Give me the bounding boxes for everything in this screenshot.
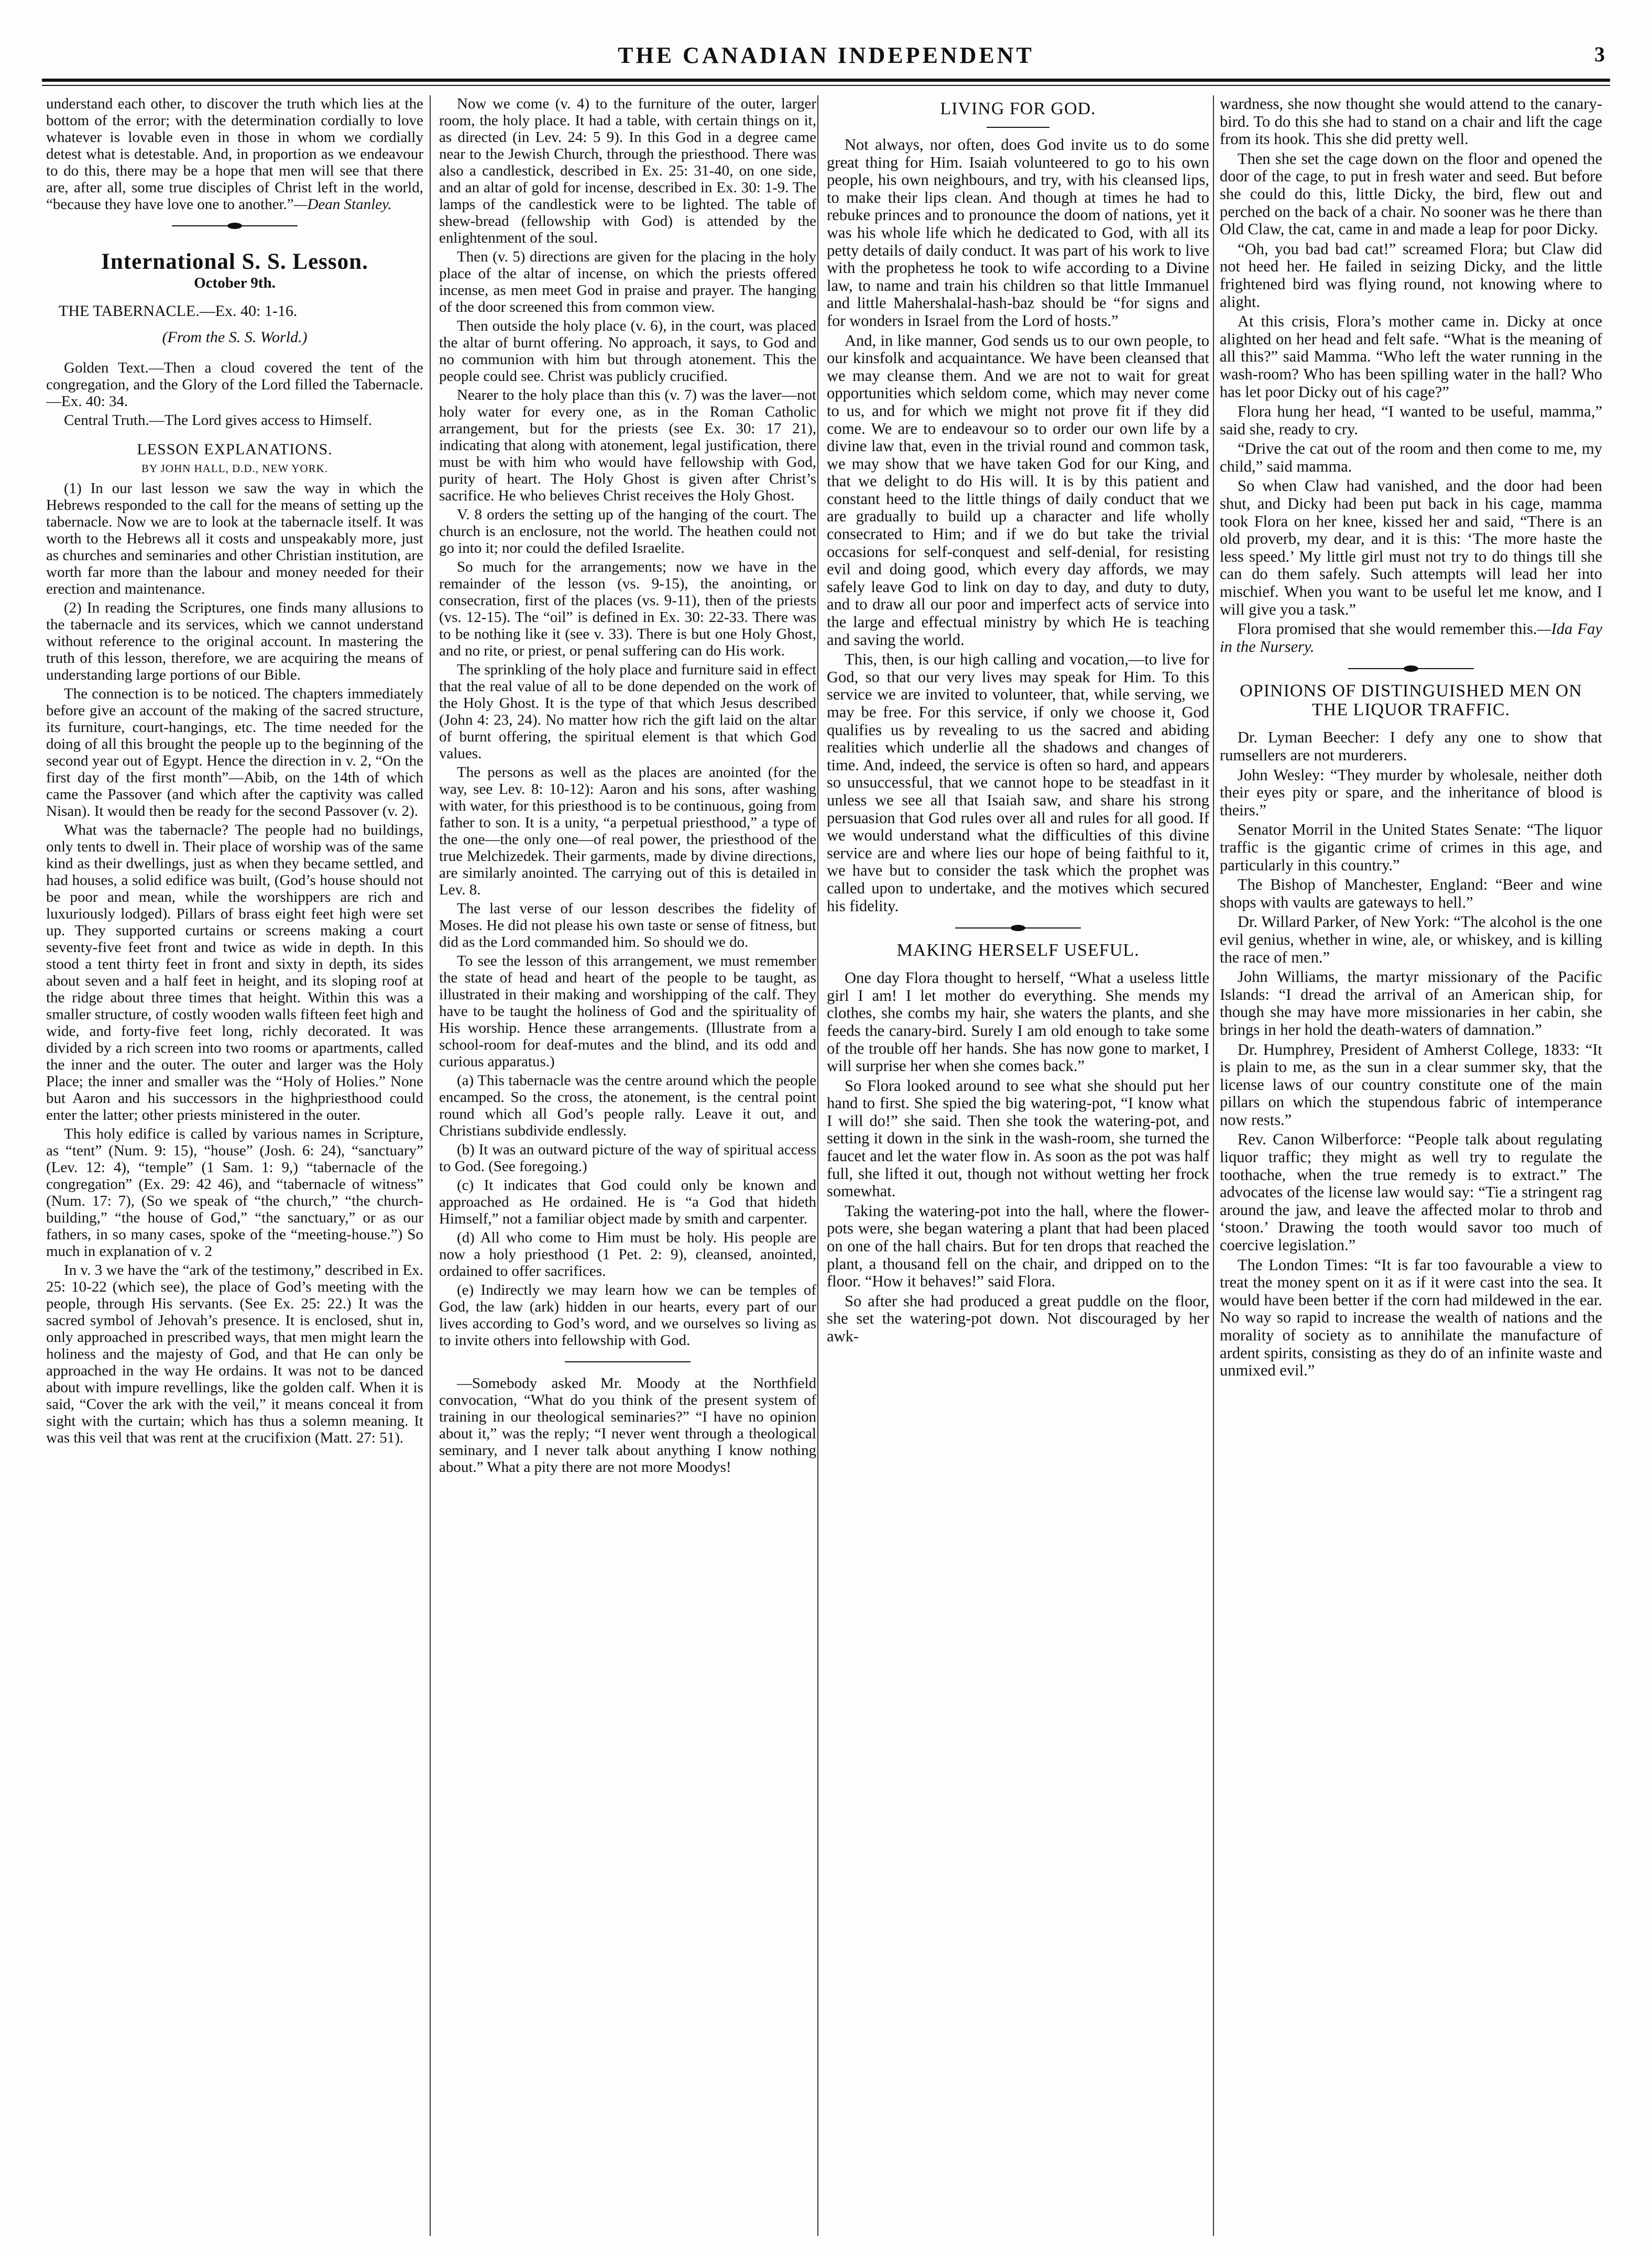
article-paragraph: This, then, is our high calling and vocation,—to live for God, so that our very lives may speak for Him. To this service we are invited to volunteer, that, while serving, we may be free. For this service, if only we choose it, God qualifies us by revealing to us the sacred and abiding realities which underlie all the shadows and changes of time. And, indeed, the service is often so hard, and appears so unsuccessful, that we cannot hope to be steadfast in it unless we see all that Isaiah saw, and share his strong persuasion that God rules over all and rules for all good. If we would understand what the difficulties of this divine service are and where lies our hope of being faithful to it, we have but to consider the task which the prophet was called upon to undertake, and the motives which secured his fidelity. (827, 650, 1209, 915)
story-paragraph: So Flora looked around to see what she should put her hand to first. She spied the big watering-pot, “I know what I will do!” she said. Then she took the watering-pot, and setting it down in the sink in the wash-room, she turned the faucet and let the water flow in. As soon as the pot was half full, she lifted it out, though not without wetting her frock somewhat. (827, 1076, 1209, 1200)
lesson-paragraph: The last verse of our lesson describes the fidelity of Moses. He did not please his own taste or sense of fitness, but did as the Lord commanded him. So should we do. (439, 900, 816, 951)
lesson-paragraph: (c) It indicates that God could only be known and approached as He ordained. He is “a God that hideth Himself,” not a familiar object made by smith and carpenter. (439, 1177, 816, 1227)
story-paragraph: At this crisis, Flora’s mother came in. Dicky at once alighted on her head and felt safe. “What is the meaning of all this?” said Mamma. “Who left the water running in the wash-room? Who has been spilling water in the hall? Who has let poor Dicky out of his cage?” (1220, 312, 1602, 401)
column-1 (46, 95, 423, 1448)
explanations-heading: LESSON EXPLANATIONS. (137, 441, 333, 458)
section-separator (1348, 668, 1474, 669)
opinion-paragraph: Dr. Humphrey, President of Amherst College, 1833: “It is plain to me, as the sun in a clear summer sky, that the license laws of our country constitute one of the main pillars on which the stupendous fabric of intemperance now rests.” (1220, 1040, 1602, 1129)
column-4 (1220, 95, 1602, 1382)
story-paragraph: “Oh, you bad bad cat!” screamed Flora; but Claw did not heed her. He failed in seizing Dicky, and the little frightened bird was flying round, not knowing where to alight. (1220, 239, 1602, 311)
lesson-paragraph: In v. 3 we have the “ark of the testimony,” described in Ex. 25: 10-22 (which see), the place of God’s meeting with the people, through His servants. (See Ex. 25: 22.) It was the sacred symbol of Jehovah’s presence. It is enclosed, shut in, only approached in prescribed ways, that men might learn the holiness and the majesty of God, and that He can only be approached in the way He ordains. It was not to be danced about with impure revellings, like the golden calf. When it is said, “Cover the ark with the veil,” it means conceal it from sight with the curtain; which has thus a solemn meaning. It was this veil that was rent at the crucifixion (Matt. 27: 51). (46, 1262, 423, 1446)
opinion-paragraph: The London Times: “It is far too favourable a view to treat the money spent on it as if it were cast into the sea. It would have been better if the corn had mildewed in the ear. No way so rapid to increase the wealth of nations and the morality of society as to annihilate the manufacture of ardent spirits, consisting as they do of an infinite waste and unmixed evil.” (1220, 1255, 1602, 1380)
lesson-paragraph: To see the lesson of this arrangement, we must remember the state of head and heart of the people to be taught, as illustrated in their making and worshipping of the calf. They have to be taught the holiness of God and the spirituality of His worship. Hence these arrangements. (Illustrate from a school-room for deaf-mutes and the blind, and its odd and curious apparatus.) (439, 953, 816, 1070)
section-separator (565, 1361, 691, 1362)
lesson-paragraph: Then (v. 5) directions are given for the placing in the holy place of the altar of incense, on which the priests offered incense, as men meet God in praise and prayer. The hanging of the door screened this from common view. (439, 248, 816, 315)
article-heading-living-for-god: LIVING FOR GOD. (940, 99, 1096, 118)
lesson-paragraph: V. 8 orders the setting up of the hanging of the court. The church is an enclosure, not the world. The heathen could not go into it; nor could the defiled Israelite. (439, 506, 816, 556)
opinion-paragraph: Rev. Canon Wilberforce: “People talk about regulating liquor traffic; they might as well try to regulate the toothache, when the true remedy is to extract.” The advocates of the license law would say: “Tie a stringent rag around the jaw, and leave the affected molar to throb and ‘stoon.’ Drawing the tooth would savor too much of coercive legislation.” (1220, 1130, 1602, 1254)
column-divider (817, 95, 818, 2236)
lesson-reference: THE TABERNACLE.—Ex. 40: 1-16. (59, 302, 298, 320)
column-2 (439, 95, 816, 1478)
story-paragraph: wardness, she now thought she would attend to the canary-bird. To do this she had to stand on a chair and lift the cage from its hook. This she did pretty well. (1220, 95, 1602, 148)
masthead (42, 42, 1610, 79)
newspaper-title: THE CANADIAN INDEPENDENT (618, 42, 1034, 68)
article-paragraph: Not always, nor often, does God invite us to do some great thing for Him. Isaiah volunteered to go to his own people, his own neighbours, and try, with his cleansed lips, to make their lips clean. And though at times he had to rebuke princes and to pronounce the doom of nations, yet it was his whole life which he dedicated to God, with all its petty details of daily conduct. It was part of his work to live with the prophetess he took to wife according to a Divine law, to name and train his children so that little Immanuel and little Mahershalal-hash-baz should be “for signs and for wonders in Israel from the Lord of hosts.” (827, 136, 1209, 330)
lesson-paragraph: What was the tabernacle? The people had no buildings, only tents to dwell in. Their place of worship was of the same kind as their dwellings, just as when they became settled, and had houses, a solid edifice was built, (God’s house should not be poor and mean, while the worshippers are rich and luxuriously lodged). Pillars of brass eight feet high were set up. They supported curtains or screens making a court seventy-five feet front and twice as wide in depth. In this stood a tent thirty feet in front and sixty in depth, its sides about seven and a half feet in height, and its sloping roof at the ridge about three times that height. Within this was a smaller structure, of costly wooden walls fifteen feet high and wide, and forty-five feet long, richly decorated. It was divided by a rich screen into two rooms or apartments, called the inner and the outer. The outer and larger was the Holy Place; the inner and smaller was the “Holy of Holies.” None but Aaron and his successors in the highpriesthood could enter the latter; other priests ministered in the outer. (46, 822, 423, 1123)
story-paragraph: So after she had produced a great puddle on the floor, she set the watering-pot down. Not discouraged by her awk- (827, 1292, 1209, 1345)
section-separator (172, 225, 298, 226)
lesson-paragraph: So much for the arrangements; now we have in the remainder of the lesson (vs. 9-15), the anointing, or consecration, first of the places (vs. 9-11), then of the priests (vs. 12-15). The “oil” is defined in Ex. 30: 22-33. There was to be nothing like it (see v. 33). There is but one Holy Ghost, and no rite, or priest, or penal suffering can do His work. (439, 559, 816, 659)
opinion-paragraph: Senator Morril in the United States Senate: “The liquor traffic is the gigantic crime of crimes in this age, and particularly in this country.” (1220, 821, 1602, 874)
lesson-paragraph: This holy edifice is called by various names in Scripture, as “tent” (Num. 9: 15), “house” (Josh. 6: 24), “sanctuary” (Lev. 12: 4), “temple” (1 Sam. 1: 9,) “tabernacle of the congregation” (Ex. 29: 42 46), and “tabernacle of witness” (Num. 17: 7), (So we speak of “the church,” “the church-building,” “the house of God,” “the sanctuary,” or as our fathers, in so many cases, spoke of the “meeting-house.”) So much in explanation of v. 2 (46, 1126, 423, 1260)
heading-rule (987, 127, 1049, 128)
article-heading-liquor-opinions: OPINIONS OF DISTINGUISHED MEN ON THE LIQUOR TRAFFIC. (1240, 681, 1582, 720)
moody-anecdote: —Somebody asked Mr. Moody at the Northfield convocation, “What do you think of the present system of training in our theological seminaries?” “I have no opinion about it,” was the reply; “I never went through a theological seminary, and I never talk about anything I know nothing about.” What a pity there are not more Moodys! (439, 1375, 816, 1476)
story-paragraph: “Drive the cat out of the room and then come to me, my child,” said mamma. (1220, 440, 1602, 475)
story-paragraph: So when Claw had vanished, and the door had been shut, and Dicky had been put back in his cage, mamma took Flora on her knee, kissed her and said, “There is an old proverb, my dear, and it is this: ‘The more haste the less speed.’ My little girl must not try to do things till she can do them safely. Such attempts will lead her into mischief. When you want to be useful let me know, and I will give you a task.” (1220, 477, 1602, 618)
lesson-paragraph: Nearer to the holy place than this (v. 7) was the laver—not holy water for every one, as in the Roman Catholic arrangement, but for the priests (see Ex. 30: 17 21), indicating that along with atonement, legal justification, there must be with him who would have fellowship with God, purity of heart. The Holy Ghost is given after Christ’s sacrifice. He who believes Christ receives the Holy Ghost. (439, 387, 816, 504)
opinion-paragraph: John Wesley: “They murder by wholesale, neither doth their eyes pity or spare, and the inheritance of blood is theirs.” (1220, 766, 1602, 819)
story-paragraph: One day Flora thought to herself, “What a useless little girl I am! I let mother do everything. She mends my clothes, she combs my hair, she waters the plants, and she feeds the canary-bird. Surely I am old enough to take some of the trouble off her hands. She has now gone to market, I will surprise her when she comes back.” (827, 969, 1209, 1075)
lesson-paragraph: The connection is to be noticed. The chapters immediately before give an account of the making of the sacred structure, its furniture, court-hangings, etc. The time needed for the doing of all this brought the people up to the beginning of the second year out of Egypt. Hence the direction in v. 2, “On the first day of the first month”—Abib, on the 14th of which came the Passover (and which after the captivity was called Nisan). It would then be ready for the second Passover (v. 2). (46, 685, 423, 820)
lesson-source: (From the S. S. World.) (162, 329, 308, 346)
story-paragraph: Flora promised that she would remember this.—Ida Fay in the Nursery. (1220, 620, 1602, 656)
article-heading-making-herself-useful: MAKING HERSELF USEFUL. (896, 941, 1140, 960)
section-separator (955, 927, 1081, 929)
column-divider (1213, 95, 1214, 2236)
intro-paragraph: understand each other, to discover the truth which lies at the bottom of the error; with the determination cordially to love whatever is lovable even in those in whom we cordially detest what is detestable. And, in proportion as we endeavour to do this, there may be a hope that men will see that there are, after all, some true disciples of Christ left in the world, “because they have love one to another.”—Dean Stanley. (46, 95, 423, 213)
story-paragraph: Taking the watering-pot into the hall, where the flower-pots were, she began watering a plant that had been placed on one of the hall chairs. But for ten drops that reached the plant, a thousand fell on the chair, and dripped on to the floor. “How it behaves!” said Flora. (827, 1202, 1209, 1291)
lesson-paragraph: (d) All who come to Him must be holy. His people are now a holy priesthood (1 Pet. 2: 9), cleansed, anointed, ordained to offer sacrifices. (439, 1229, 816, 1280)
header-rule-thin (42, 85, 1610, 86)
lesson-paragraph: (a) This tabernacle was the centre around which the people encamped. So the cross, the atonement, is the central point round which all God’s people rally. Leave it out, and Christians subdivide endlessly. (439, 1072, 816, 1139)
opinion-paragraph: Dr. Lyman Beecher: I defy any one to show that rumsellers are not murderers. (1220, 728, 1602, 764)
lesson-paragraph: The persons as well as the places are anointed (for the way, see Lev. 8: 10-12): Aaron and his sons, after washing with water, for this priesthood is to be continuous, going from father to son. It is a unity, “a perpetual priesthood,” a type of the one—the only one—of real power, the priesthood of the true Melchizedek. Their garments, made by divine directions, are similarly anointed. The carrying out of this is detailed in Lev. 8. (439, 764, 816, 898)
page-number: 3 (1594, 42, 1605, 66)
lesson-paragraph: (e) Indirectly we may learn how we can be temples of God, the law (ark) hidden in our hearts, every part of our lives according to God’s word, and we ourselves so living as to invite others into fellowship with God. (439, 1282, 816, 1349)
central-truth: Central Truth.—The Lord gives access to Himself. (64, 412, 372, 429)
lesson-paragraph: (2) In reading the Scriptures, one finds many allusions to the tabernacle and its services, which we cannot understand without reference to the original account. In mastering the truth of this lesson, therefore, we are acquiring the means of understanding large portions of our Bible. (46, 599, 423, 683)
opinion-paragraph: Dr. Willard Parker, of New York: “The alcohol is the one evil genius, whether in wine, ale, or whiskey, and is killing the race of men.” (1220, 913, 1602, 966)
lesson-date: October 9th. (194, 275, 276, 291)
lesson-paragraph: The sprinkling of the holy place and furniture said in effect that the real value of all to be done depended on the work of the Holy Ghost. It is the type of that which Jesus described (John 4: 23, 24). No matter how rich the gift laid on the altar of burnt offering, the spiritual element is that which God values. (439, 661, 816, 762)
story-paragraph: Flora hung her head, “I wanted to be useful, mamma,” said she, ready to cry. (1220, 402, 1602, 438)
lesson-title: International S. S. Lesson. (101, 249, 368, 274)
story-paragraph: Then she set the cage down on the floor and opened the door of the cage, to put in fresh water and seed. But before she could do this, little Dicky, the bird, flew out and perched on the back of a chair. No sooner was he there than Old Claw, the cat, came in and made a leap for poor Dicky. (1220, 149, 1602, 238)
opinion-paragraph: John Williams, the martyr missionary of the Pacific Islands: “I dread the arrival of an American ship, for though she may have more missionaries in her cabin, she brings in her hold the death-waters of damnation.” (1220, 968, 1602, 1039)
lesson-paragraph: (1) In our last lesson we saw the way in which the Hebrews responded to the call for the means of setting up the tabernacle. Now we are to look at the tabernacle itself. It was worth to the Hebrews all it costs and unspeakably more, just as churches and seminaries and other Christian institution, are worth far more than the labour and money needed for their erection and maintenance. (46, 480, 423, 597)
byline: BY JOHN HALL, D.D., NEW YORK. (141, 462, 329, 475)
header-rule-thick (42, 79, 1610, 82)
lesson-paragraph: (b) It was an outward picture of the way of spiritual access to God. (See foregoing.) (439, 1141, 816, 1175)
golden-text: Golden Text.—Then a cloud covered the tent of the congregation, and the Glory of the Lord filled the Tabernacle.—Ex. 40: 34. (46, 359, 423, 410)
opinion-paragraph: The Bishop of Manchester, England: “Beer and wine shops with vaults are gateways to hell.” (1220, 876, 1602, 911)
lesson-paragraph: Then outside the holy place (v. 6), in the court, was placed the altar of burnt offering. No approach, it says, to God and no communion with him but through atonement. This the people could see. Christ was publicly crucified. (439, 318, 816, 385)
article-paragraph: And, in like manner, God sends us to our own people, to our kinsfolk and acquaintance. We have been cleansed that we may cleanse them. And we are not to wait for great opportunities which seldom come, which may never come to us, and for which we might not prove fit if they did come. We are to endeavour so to order our own life by a divine law that, even in the trivial round and common task, we may show that we have taken God for our King, and that we delight to do His will. It is by this patient and constant heed to the little things of daily conduct that we are gradually to build up a character and life wholly consecrated to Him; and if we do but take the trivial occasions for self-conquest and self-denial, for resisting evil and doing good, which every day affords, we may safely leave God to link on day to day, and duty to duty, and to draw all our poor and imperfect acts of service into the large and effectual ministry by which He is teaching and saving the world. (827, 331, 1209, 649)
column-3 (827, 95, 1209, 1348)
lesson-paragraph: Now we come (v. 4) to the furniture of the outer, larger room, the holy place. It had a table, with certain things on it, as directed (in Lev. 24: 5 9). In this God in a degree came near to the Jewish Church, through the priesthood. There was also a candlestick, described in Ex. 25: 31-40, on one side, and an altar of gold for incense, described in Ex. 30: 1-9. The lamps of the candlestick were to be lighted. The table of shew-bread (fellowship with God) is attended by the enlightenment of the soul. (439, 95, 816, 246)
column-divider (430, 95, 431, 2236)
